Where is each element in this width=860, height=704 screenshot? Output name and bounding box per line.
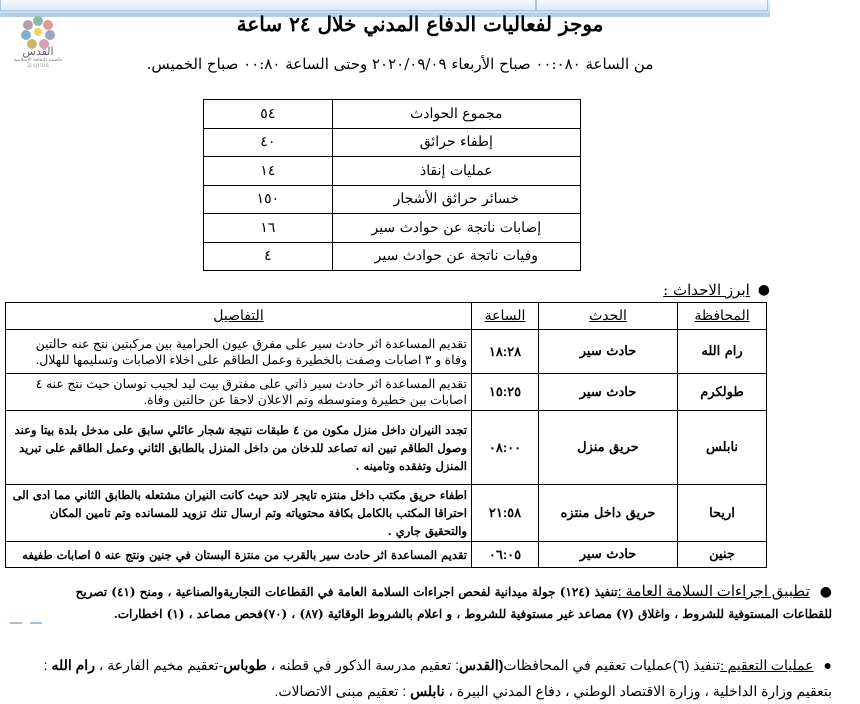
summary-value: ١٥٠ (204, 185, 333, 214)
cell-details: تقديم المساعدة اثر حادث سير بالقرب من منتزة البستان في جنين ونتج عنه ٥ اصابات طفيفه (6, 542, 472, 568)
safety-section (27, 581, 832, 625)
summary-value: ١٤ (204, 157, 333, 186)
sterilization-intro: تنفيذ (٦)عمليات تعقيم في المحافظات (503, 657, 721, 673)
table-row (6, 485, 767, 542)
safety-heading: تطبيق اجراءات السلامة العامة : (617, 584, 810, 600)
header-time: الساعة (472, 303, 539, 330)
tubas-label: طوباس (223, 657, 267, 673)
cell-details: تقديم المساعدة اثر حادث سير على مفرق عيون الحرامية بين مركبتين نتج عنه حالتين وفاة و ٣ اصابات وصفت بالخطيرة وعمل الطاقم على اخلاء الاصابات وتسليمها للهلال. (6, 330, 472, 374)
cell-time: ٢١:٥٨ (472, 485, 539, 542)
events-heading (663, 281, 770, 299)
bullet-icon: ● (757, 282, 770, 298)
summary-label: خسائر حرائق الأشجار (332, 185, 580, 214)
table-row (6, 374, 767, 411)
summary-label: مجموع الحوادث (332, 100, 580, 129)
summary-row (204, 157, 581, 186)
cell-details: تقديم المساعدة اثر حادث سير ذاتي على مفترق بيت ليد لجيب توسان حيث نتج عنه ٤ اصابات بين خطيرة ومتوسطه وتم الاعلان لاحقا عن حالتين وفاة. (6, 374, 472, 411)
table-row (6, 330, 767, 374)
sterilization-section (22, 653, 832, 703)
summary-row (204, 185, 581, 214)
header-details: التفاصيل (6, 303, 472, 330)
cell-governorate: طولكرم (678, 374, 767, 411)
cell-time: ٠٦:٠٥ (472, 542, 539, 568)
tubas-text: -تعقيم مخيم الفارعة ، (94, 657, 224, 673)
summary-value: ٥٤ (204, 100, 333, 129)
summary-row (204, 242, 581, 271)
summary-value: ٤ (204, 242, 333, 271)
header-event: الحدث (539, 303, 678, 330)
quds-text: : تعقيم مدرسة الذكور في قطنه ، (266, 657, 460, 673)
sterilization-heading: عمليات التعقيم : (720, 659, 814, 674)
header-governorate: المحافظة (678, 303, 767, 330)
summary-label: عمليات إنقاذ (332, 157, 580, 186)
cell-governorate: اريحا (678, 485, 767, 542)
cell-event: حادث سير (539, 374, 678, 411)
events-table (5, 302, 767, 568)
safety-text: تنفيذ (١٢٤) جولة ميدانية لفحص اجراءات السلامة العامة في القطاعات التجاريةوالصناعية ، ومنح (٤١) تصريح للقطاعات المستوفية للشروط ، واغلاق (٧) مصاعد غير مستوفية للشروط ، و اعلام بالشروط الوقائية (٨٧) ، (٧٠)فحص مصاعد ، (١) اخطارات. (75, 585, 832, 621)
cell-governorate: جنين (678, 542, 767, 568)
cell-event: حادث سير (539, 330, 678, 374)
summary-value: ١٦ (204, 214, 333, 243)
logo-caption (6, 46, 70, 69)
summary-row (204, 100, 581, 129)
cell-event: حادث سير (539, 542, 678, 568)
ramallah-text: : بتعقيم وزارة الداخلية ، وزارة الاقتصاد الوطني ، دفاع المدني البيرة ، (43, 657, 832, 699)
cell-time: ١٨:٢٨ (472, 330, 539, 374)
toolbar-segment (536, 0, 768, 11)
summary-row (204, 214, 581, 243)
cell-time: ١٥:٢٥ (472, 374, 539, 411)
quds-label: (القدس (459, 657, 504, 673)
ramallah-label: رام الله (51, 657, 95, 673)
table-row (6, 411, 767, 485)
summary-table (203, 99, 581, 271)
nablus-label: نابلس (410, 683, 445, 699)
page-title: موجز لفعاليات الدفاع المدني خلال ٢٤ ساعة (236, 12, 604, 36)
cell-details: اطفاء حريق مكتب داخل منتزه تايجر لاند حيث كانت النيران مشتعله بالطابق الثاني مما ادى الى احتراقا المكتب بالكامل بكافة محتوياته وتم ارسال تنك تزويد للمسانده وتم تامين المكان والتحقيق جاري . (6, 485, 472, 542)
events-heading-text: ابرز الاحداث : (663, 281, 750, 299)
cell-time: ٠٨:٠٠ (472, 411, 539, 485)
cell-governorate: نابلس (678, 411, 767, 485)
summary-value: ٤٠ (204, 128, 333, 157)
table-row (6, 542, 767, 568)
cell-details: تجدد النيران داخل منزل مكون من ٤ طبقات نتيجة شجار عائلي سابق على مدخل بلدة بيتا وعند وصول الطاقم تبين انه تصاعد للدخان من داخل المنزل بالطابق الثاني وعمل الطاقم على تبريد المنزل وتفقده وتامينه . (6, 411, 472, 485)
cell-event: حريق منزل (539, 411, 678, 485)
summary-label: وفيات ناتجة عن حوادث سير (332, 242, 580, 271)
dash-mark (10, 622, 22, 624)
cell-governorate: رام الله (678, 330, 767, 374)
events-header-row (6, 303, 767, 330)
bullet-icon: ● (819, 584, 832, 600)
summary-label: إصابات ناتجة عن حوادث سير (332, 214, 580, 243)
bullet-icon: ● (823, 657, 832, 673)
page-subtitle: من الساعة ٠٠:٠٨٠ صباح الأربعاء ٢٠٢٠/٠٩/٠٩ وحتى الساعة ٠٠:٨٠ صباح الخميس. (146, 55, 654, 73)
logo-name: القدس (22, 45, 54, 58)
logo-subtitle-en: al QUDS (27, 63, 49, 69)
logo-subtitle-ar: عاصمة الثقافة الإسلامية (13, 57, 63, 63)
toolbar-segment (0, 0, 536, 11)
cell-event: حريق داخل منتزه (539, 485, 678, 542)
summary-label: إطفاء حرائق (332, 128, 580, 157)
nablus-text: : تعقيم مبنى الاتصالات. (274, 683, 411, 699)
summary-row (204, 128, 581, 157)
dash-mark (30, 622, 42, 624)
